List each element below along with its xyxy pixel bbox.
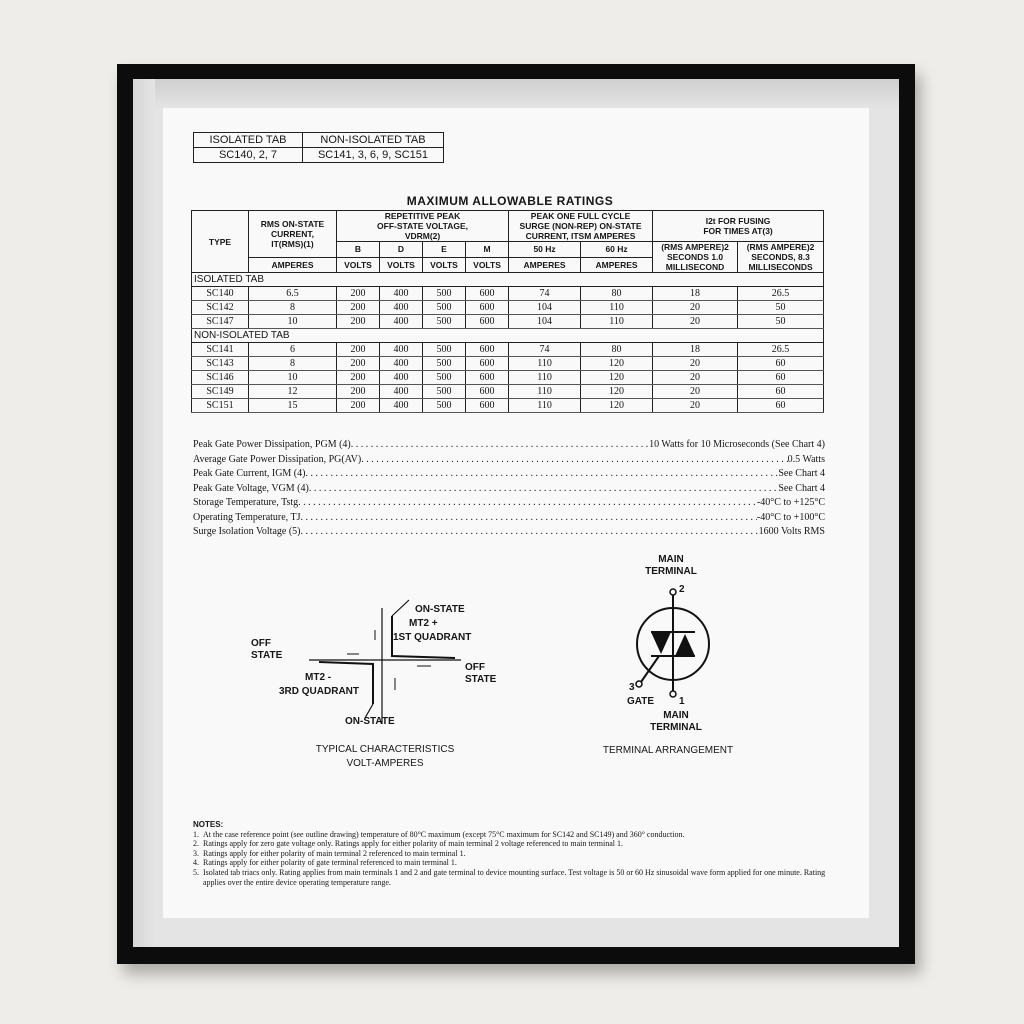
table-cell: 500 <box>423 343 466 357</box>
spec-row <box>193 496 825 511</box>
table-cell: 600 <box>466 343 509 357</box>
note-item <box>193 849 833 859</box>
spec-value: -40°C to +100°C <box>756 511 825 523</box>
table-cell: 104 <box>509 315 581 329</box>
table-cell: 200 <box>337 343 380 357</box>
mat-shadow <box>133 79 899 109</box>
col-i2t <box>653 211 824 242</box>
table-cell: 50 <box>738 301 824 315</box>
spec-leader-dots <box>301 525 759 540</box>
col-rms-line-1: RMS ON-STATE <box>260 218 325 229</box>
note-number: 2. <box>193 839 199 849</box>
note-item <box>193 830 833 840</box>
table-cell: 110 <box>509 385 581 399</box>
table-cell: 8 <box>249 357 337 371</box>
table-cell: SC141 <box>192 343 249 357</box>
ratings-table <box>191 210 824 413</box>
triac-terminal-1-label: 1 <box>679 696 685 707</box>
table-cell: 26.5 <box>738 343 824 357</box>
spec-label: Peak Gate Current, IGM (4) <box>193 468 306 479</box>
table-cell: 50 <box>738 315 824 329</box>
volt-grade-d: D <box>380 242 423 258</box>
table-cell: 400 <box>380 371 423 385</box>
col-rms-line-3: IT(RMS)(1) <box>271 238 314 249</box>
table-cell: 400 <box>380 399 423 413</box>
table-cell: 104 <box>509 301 581 315</box>
table-cell: 400 <box>380 385 423 399</box>
table-cell: 600 <box>466 287 509 301</box>
ratings-group-label: ISOLATED TAB <box>192 273 824 287</box>
table-cell: 8 <box>249 301 337 315</box>
table-cell: 110 <box>509 371 581 385</box>
amp-unit-50: AMPERES <box>509 257 581 273</box>
ratings-group-row <box>192 329 824 343</box>
col-i2t-b-line-3: MILLISECONDS <box>748 262 813 272</box>
table-cell: 18 <box>653 343 738 357</box>
col-i2t-a-line-3: MILLISECOND <box>665 262 725 272</box>
note-number: 1. <box>193 829 199 839</box>
table-cell: 200 <box>337 301 380 315</box>
col-type: TYPE <box>192 211 249 273</box>
table-cell: 200 <box>337 385 380 399</box>
table-cell: 15 <box>249 399 337 413</box>
table-cell: 110 <box>581 301 653 315</box>
table-cell: 200 <box>337 287 380 301</box>
table-cell: 6.5 <box>249 287 337 301</box>
ratings-body <box>192 273 824 413</box>
table-cell: 400 <box>380 343 423 357</box>
table-row <box>192 399 824 413</box>
ratings-title: MAXIMUM ALLOWABLE RATINGS <box>406 194 614 208</box>
table-cell: 6 <box>249 343 337 357</box>
table-cell: 20 <box>653 315 738 329</box>
triac-main-terminal-top: MAIN TERMINAL <box>645 554 697 577</box>
table-cell: 600 <box>466 371 509 385</box>
spec-label: Average Gate Power Dissipation, PG(AV) <box>193 453 362 465</box>
spec-value: 1600 Volts RMS <box>758 526 825 537</box>
terminal-1-node <box>670 691 676 697</box>
vi-off-state-left: OFF STATE <box>251 638 283 661</box>
note-text: Ratings apply for zero gate voltage only. Ratings apply for either polarity of main terminal 2 voltage referenced to main terminal 1. <box>203 839 624 849</box>
table-cell: 74 <box>509 343 581 357</box>
table-cell: SC149 <box>192 385 249 399</box>
vi-axes <box>309 608 461 724</box>
table-cell: 20 <box>653 371 738 385</box>
spec-row <box>193 438 825 453</box>
table-row <box>192 315 824 329</box>
note-number: 3. <box>193 848 199 858</box>
table-cell: 20 <box>653 357 738 371</box>
terminal-caption: TERMINAL ARRANGEMENT <box>602 745 734 756</box>
note-number: 4. <box>193 858 199 868</box>
terminal-2-node <box>670 589 676 595</box>
table-cell: 200 <box>337 399 380 413</box>
volt-grade-m: M <box>466 242 509 258</box>
col-i2t-b-line-2: SECONDS, 8.3 <box>751 252 810 262</box>
table-row <box>192 343 824 357</box>
isolated-tab-types: SC140, 2, 7 <box>194 148 303 163</box>
triac-gate-label: GATE <box>627 696 655 707</box>
spec-label: Peak Gate Power Dissipation, PGM (4) <box>193 439 351 450</box>
table-cell: 60 <box>738 357 824 371</box>
col-rep-line-2: OFF-STATE VOLTAGE, <box>377 221 469 231</box>
vi-caption-line-2: VOLT-AMPERES <box>346 758 424 769</box>
spec-leader-dots <box>361 453 787 468</box>
spec-value: See Chart 4 <box>778 468 825 479</box>
spec-row <box>193 511 825 526</box>
ratings-group-row <box>192 273 824 287</box>
col-surge-line-2: SURGE (NON-REP) ON-STATE <box>519 221 642 231</box>
table-cell: 74 <box>509 287 581 301</box>
table-cell: 80 <box>581 287 653 301</box>
isolated-tab-header: ISOLATED TAB <box>194 133 303 148</box>
freq-50hz: 50 Hz <box>509 242 581 258</box>
table-cell: 12 <box>249 385 337 399</box>
col-surge-line-1: PEAK ONE FULL CYCLE <box>530 211 631 221</box>
spec-label: Peak Gate Voltage, VGM (4) <box>193 482 309 494</box>
note-text: At the case reference point (see outline drawing) temperature of 80°C maximum (except 75°C maximum for SC142 and SC149) and 360° conduction. <box>203 829 685 839</box>
nonisolated-tab-types: SC141, 3, 6, 9, SC151 <box>303 148 444 163</box>
table-cell: SC151 <box>192 399 249 413</box>
table-cell: 600 <box>466 385 509 399</box>
table-cell: 500 <box>423 357 466 371</box>
spec-leader-dots <box>351 438 649 453</box>
vi-caption-line-1: TYPICAL CHARACTERISTICS <box>315 744 455 755</box>
triac-diode-right <box>675 634 695 656</box>
vi-third-quadrant: 3RD QUADRANT <box>279 686 359 697</box>
terminal-3-node <box>636 681 642 687</box>
spec-row <box>193 525 825 540</box>
table-cell: 110 <box>509 399 581 413</box>
col-i2t-a-line-2: SECONDS 1.0 <box>666 252 724 262</box>
freq-60hz: 60 Hz <box>581 242 653 258</box>
table-cell: 600 <box>466 315 509 329</box>
triac-main-terminal-bottom: MAIN TERMINAL <box>650 710 702 733</box>
spec-row <box>193 453 825 468</box>
table-cell: SC146 <box>192 371 249 385</box>
table-cell: 18 <box>653 287 738 301</box>
table-cell: 26.5 <box>738 287 824 301</box>
table-cell: 600 <box>466 399 509 413</box>
note-text: Isolated tab triacs only. Rating applies from main terminals 1 and 2 and gate terminal to device mounting surface. Test voltage is 50 or 60 Hz sinusoidal wave form applied for one minute. Rating applies over the entire device operating temperature range. <box>203 867 826 887</box>
col-i2t-line-1: I2t FOR FUSING <box>705 216 771 226</box>
table-cell: 200 <box>337 371 380 385</box>
note-item <box>193 839 833 849</box>
ratings-group-label: NON-ISOLATED TAB <box>192 329 824 343</box>
table-cell: SC140 <box>192 287 249 301</box>
vi-on-state-bottom: ON-STATE <box>345 716 395 727</box>
note-text: Ratings apply for either polarity of main terminal 2 referenced to main terminal 1. <box>203 848 466 858</box>
vi-off-state-right: OFF STATE <box>465 662 497 685</box>
col-surge <box>509 211 653 242</box>
table-cell: 500 <box>423 371 466 385</box>
table-row <box>192 371 824 385</box>
col-repetitive-peak <box>337 211 509 242</box>
spec-value: 0.5 Watts <box>787 453 825 465</box>
table-cell: 10 <box>249 315 337 329</box>
rms-unit: AMPERES <box>249 257 337 273</box>
volt-unit-b: VOLTS <box>337 257 380 273</box>
col-rep-line-3: VDRM(2) <box>404 231 441 241</box>
table-cell: 500 <box>423 287 466 301</box>
table-cell: 110 <box>581 315 653 329</box>
note-number: 5. <box>193 867 199 877</box>
spec-row <box>193 482 825 497</box>
table-cell: 60 <box>738 385 824 399</box>
volt-unit-m: VOLTS <box>466 257 509 273</box>
spec-list <box>193 438 825 540</box>
col-i2t-a-line-1: (RMS AMPERE)2 <box>661 242 729 252</box>
table-cell: SC147 <box>192 315 249 329</box>
vi-on-state-pointer-top <box>392 600 409 616</box>
triac-terminal-2-label: 2 <box>679 584 685 595</box>
volt-grade-e: E <box>423 242 466 258</box>
tab-type-table <box>193 132 444 163</box>
table-cell: 200 <box>337 315 380 329</box>
table-row <box>192 301 824 315</box>
spec-label: Storage Temperature, Tstg <box>193 497 299 508</box>
table-cell: 200 <box>337 357 380 371</box>
volt-unit-e: VOLTS <box>423 257 466 273</box>
spec-row <box>193 467 825 482</box>
nonisolated-tab-header: NON-ISOLATED TAB <box>303 133 444 148</box>
table-cell: SC142 <box>192 301 249 315</box>
note-item <box>193 858 833 868</box>
datasheet-print <box>163 108 869 918</box>
col-i2t-1ms <box>653 242 738 273</box>
note-item <box>193 868 833 887</box>
table-cell: 120 <box>581 399 653 413</box>
table-cell: 120 <box>581 385 653 399</box>
spec-label: Surge Isolation Voltage (5) <box>193 526 301 537</box>
table-cell: 400 <box>380 315 423 329</box>
spec-leader-dots <box>301 511 757 526</box>
col-i2t-line-2: FOR TIMES AT(3) <box>703 226 773 236</box>
volt-grade-b: B <box>337 242 380 258</box>
spec-value: -40°C to +125°C <box>756 497 825 508</box>
table-cell: 400 <box>380 301 423 315</box>
spec-value: 10 Watts for 10 Microseconds (See Chart 4) <box>649 439 825 450</box>
vi-on-state-top: ON-STATE <box>415 604 465 615</box>
table-cell: 10 <box>249 371 337 385</box>
table-cell: 110 <box>509 357 581 371</box>
table-cell: SC143 <box>192 357 249 371</box>
col-i2t-8ms <box>738 242 824 273</box>
table-cell: 600 <box>466 301 509 315</box>
table-cell: 120 <box>581 371 653 385</box>
vi-curve-third-quadrant <box>319 662 373 704</box>
table-cell: 500 <box>423 301 466 315</box>
table-cell: 20 <box>653 301 738 315</box>
vi-first-quadrant: 1ST QUADRANT <box>393 632 472 643</box>
table-row <box>192 287 824 301</box>
spec-leader-dots <box>305 467 778 482</box>
notes-section <box>193 820 833 887</box>
table-cell: 120 <box>581 357 653 371</box>
triac-terminal-3-label: 3 <box>629 682 635 693</box>
triac-diode-left <box>651 632 671 654</box>
notes-heading: NOTES: <box>193 820 224 829</box>
vi-mt2-plus: MT2 + <box>409 618 438 629</box>
col-i2t-b-line-1: (RMS AMPERE)2 <box>746 242 815 252</box>
spec-value: See Chart 4 <box>778 482 825 494</box>
amp-unit-60: AMPERES <box>581 257 653 273</box>
col-rms-line-2: CURRENT, <box>271 228 314 239</box>
spec-leader-dots <box>298 496 757 511</box>
table-cell: 60 <box>738 371 824 385</box>
col-rep-line-1: REPETITIVE PEAK <box>384 211 461 221</box>
table-cell: 400 <box>380 287 423 301</box>
triac-gate-lead <box>641 656 659 682</box>
table-cell: 400 <box>380 357 423 371</box>
table-row <box>192 357 824 371</box>
table-cell: 500 <box>423 385 466 399</box>
spec-leader-dots <box>309 482 779 497</box>
notes-list <box>193 830 833 888</box>
table-row <box>192 385 824 399</box>
table-cell: 60 <box>738 399 824 413</box>
mat-shadow-left <box>133 79 155 947</box>
spec-label: Operating Temperature, TJ <box>193 511 301 523</box>
table-cell: 20 <box>653 399 738 413</box>
table-cell: 500 <box>423 399 466 413</box>
vi-mt2-minus: MT2 - <box>305 672 332 683</box>
table-cell: 600 <box>466 357 509 371</box>
table-cell: 20 <box>653 385 738 399</box>
table-cell: 500 <box>423 315 466 329</box>
col-rms-current <box>249 211 337 258</box>
col-surge-line-3: CURRENT, ITSM AMPERES <box>525 231 636 241</box>
note-text: Ratings apply for either polarity of gate terminal referenced to main terminal 1. <box>203 858 457 868</box>
volt-unit-d: VOLTS <box>380 257 423 273</box>
table-cell: 80 <box>581 343 653 357</box>
